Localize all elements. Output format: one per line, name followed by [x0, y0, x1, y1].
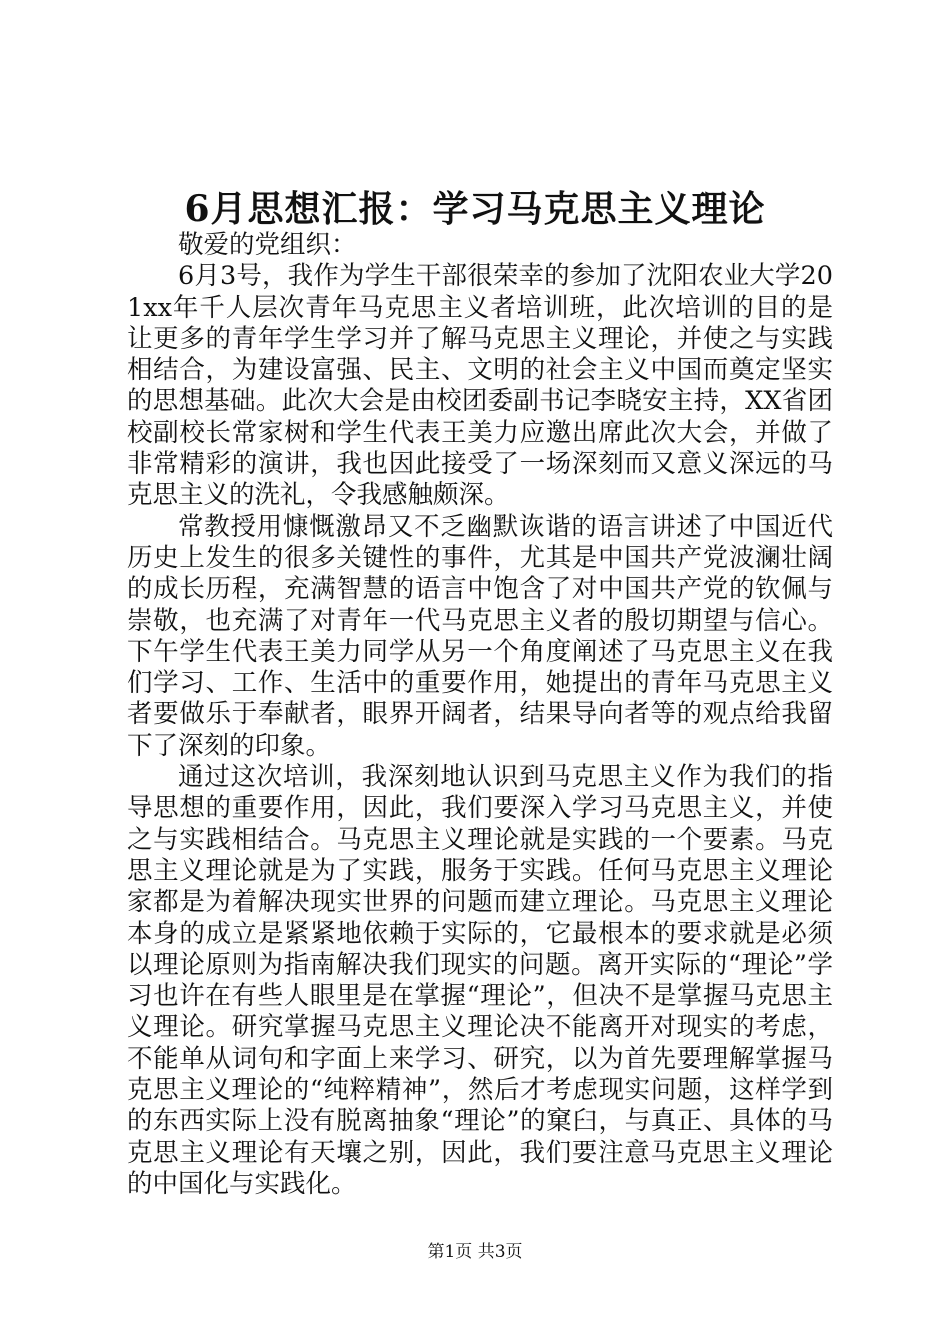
salutation: 敬爱的党组织：: [178, 230, 357, 260]
paragraph-3: 通过这次培训，我深刻地认识到马克思主义作为我们的指导思想的重要作用，因此，我们要深入学习马克思主义，并使之与实践相结合。马克思主义理论就是实践的一个要素。马克思主义理论就是为了实践，服务于实践。任何马克思主义理论家都是为着解决现实世界的问题而建立理论。马克思主义理论本身的成立是紧紧地依赖于实际的，它最根本的要求就是必须以理论原则为指南解决我们现实的问题。离开实际的“理论”学习也许在有些人眼里是在掌握“理论”，但决不是掌握马克思主义理论。研究掌握马克思主义理论决不能离开对现实的考虑，不能单从词句和字面上来学习、研究，以为首先要理解掌握马克思主义理论的“纯粹精神”，然后才考虑现实问题，这样学到的东西实际上没有脱离抽象“理论”的窠臼，与真正、具体的马克思主义理论有天壤之别，因此，我们要注意马克思主义理论的中国化与实践化。: [127, 762, 833, 1199]
page-number-footer: 第1页 共3页: [427, 1242, 523, 1262]
page-title: 6月思想汇报：学习马克思主义理论: [184, 188, 766, 230]
paragraph-1: 6月3号，我作为学生干部很荣幸的参加了沈阳农业大学201xx年千人层次青年马克思主义者培训班，此次培训的目的是让更多的青年学生学习并了解马克思主义理论，并使之与实践相结合，为建设富强、民主、文明的社会主义中国而奠定坚实的思想基础。此次大会是由校团委副书记李晓安主持，XX省团校副校长常家树和学生代表王美力应邀出席此次大会，并做了非常精彩的演讲，我也因此接受了一场深刻而又意义深远的马克思主义的洗礼，令我感触颇深。: [127, 261, 833, 511]
document-body: [127, 230, 833, 1200]
paragraph-2: 常教授用慷慨激昂又不乏幽默诙谐的语言讲述了中国近代历史上发生的很多关键性的事件，尤其是中国共产党波澜壮阔的成长历程，充满智慧的语言中饱含了对中国共产党的钦佩与崇敬，也充满了对青年一代马克思主义者的殷切期望与信心。下午学生代表王美力同学从另一个角度阐述了马克思主义在我们学习、工作、生活中的重要作用，她提出的青年马克思主义者要做乐于奉献者，眼界开阔者，结果导向者等的观点给我留下了深刻的印象。: [127, 511, 833, 761]
